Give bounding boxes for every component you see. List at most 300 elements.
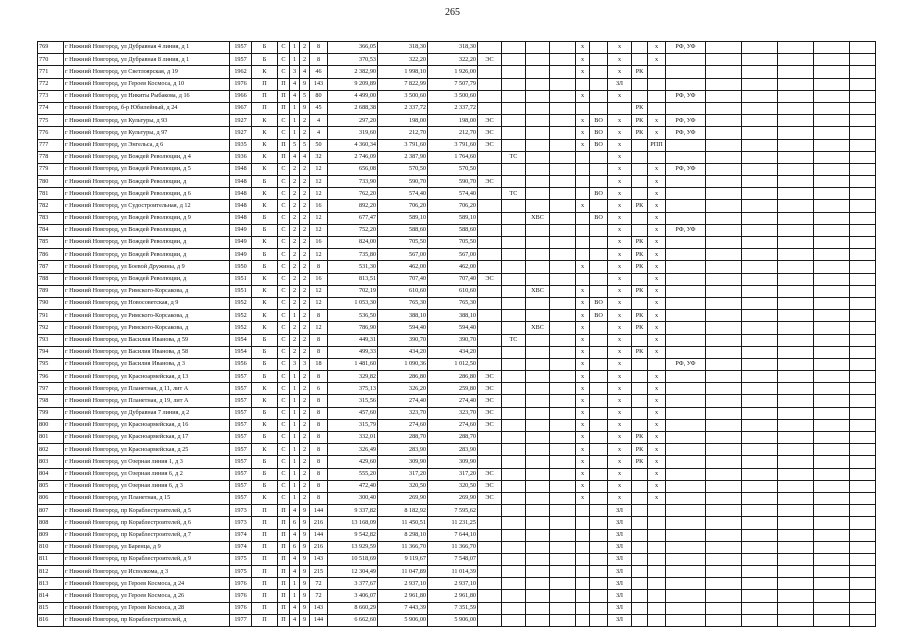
table-cell [576, 541, 590, 553]
table-cell [850, 529, 876, 541]
table-cell [632, 517, 648, 529]
table-cell [648, 66, 666, 78]
table-cell: 1957 [230, 444, 252, 456]
table-cell [590, 517, 608, 529]
table-cell: 810 [38, 541, 64, 553]
table-cell [778, 529, 814, 541]
table-cell [814, 78, 850, 90]
table-cell [814, 517, 850, 529]
table-cell: 9 [300, 102, 310, 114]
table-cell [778, 285, 814, 297]
table-cell [550, 151, 576, 163]
table-cell [850, 176, 876, 188]
table-cell [706, 102, 742, 114]
table-cell: П [278, 139, 290, 151]
table-cell [742, 285, 778, 297]
table-cell [526, 468, 550, 480]
table-cell: Б [252, 456, 278, 468]
table-cell: x [648, 212, 666, 224]
table-cell: 794 [38, 346, 64, 358]
table-cell [706, 529, 742, 541]
table-cell [632, 541, 648, 553]
table-cell: 16 [310, 273, 328, 285]
table-cell [742, 578, 778, 590]
table-cell: Б [252, 480, 278, 492]
table-cell [850, 212, 876, 224]
table-cell: 1957 [230, 383, 252, 395]
table-cell: 785 [38, 237, 64, 249]
table-cell: Б [252, 249, 278, 261]
table-cell: 72 [310, 578, 328, 590]
table-cell [706, 273, 742, 285]
table-cell [742, 371, 778, 383]
table-cell: 2 [290, 322, 300, 334]
table-cell [666, 590, 706, 602]
table-cell [478, 249, 502, 261]
table-cell [850, 115, 876, 127]
table-cell: x [648, 249, 666, 261]
table-cell: 1948 [230, 200, 252, 212]
table-cell [742, 78, 778, 90]
table-cell: 274,40 [428, 395, 478, 407]
table-cell: П [278, 566, 290, 578]
table-cell [590, 529, 608, 541]
table-cell [850, 90, 876, 102]
table-cell [502, 383, 526, 395]
table-cell: г Нижний Новгород, ул Красноармейская, д 17 [64, 432, 230, 444]
table-cell [706, 249, 742, 261]
table-cell: 574,40 [378, 188, 428, 200]
table-cell: x [576, 285, 590, 297]
table-cell [706, 188, 742, 200]
table-cell [742, 66, 778, 78]
table-cell: г Нижний Новгород, ул Римского-Корсакова, д [64, 285, 230, 297]
table-cell [478, 456, 502, 468]
table-cell [478, 42, 502, 54]
table-cell [778, 432, 814, 444]
table-cell: С [278, 200, 290, 212]
table-cell: К [252, 322, 278, 334]
table-cell: г Нижний Новгород, ул Озерная линия 6, д 3 [64, 480, 230, 492]
table-cell: 80 [310, 90, 328, 102]
table-cell: К [252, 151, 278, 163]
table-cell: 319,60 [328, 127, 378, 139]
table-cell: 702,19 [328, 285, 378, 297]
table-cell: г Нижний Новгород, пр Кораблестроителей, д 6 [64, 517, 230, 529]
table-cell [850, 419, 876, 431]
table-cell [814, 273, 850, 285]
table-cell: 1957 [230, 371, 252, 383]
table-cell: 5 906,00 [378, 614, 428, 626]
table-cell: x [648, 127, 666, 139]
table-cell [778, 249, 814, 261]
table-row [38, 383, 876, 395]
table-cell: Б [252, 42, 278, 54]
table-cell: г Нижний Новгород, ул Героев Космоса, д 10 [64, 78, 230, 90]
table-cell [778, 261, 814, 273]
table-cell: 813 [38, 578, 64, 590]
table-cell [648, 553, 666, 565]
table-cell: С [278, 66, 290, 78]
table-cell: 588,60 [428, 224, 478, 236]
table-cell: 8 660,29 [328, 602, 378, 614]
table-cell: 2 688,38 [328, 102, 378, 114]
table-cell: 781 [38, 188, 64, 200]
table-cell: 2 [290, 163, 300, 175]
table-cell [814, 371, 850, 383]
table-cell [526, 151, 550, 163]
table-cell: 144 [310, 614, 328, 626]
table-cell: 144 [310, 529, 328, 541]
table-cell [850, 346, 876, 358]
table-cell [706, 334, 742, 346]
table-cell: 9 [300, 78, 310, 90]
table-cell [706, 614, 742, 626]
table-cell: 212,70 [378, 127, 428, 139]
table-cell: 16 [310, 237, 328, 249]
table-cell [666, 66, 706, 78]
table-cell: 567,00 [378, 249, 428, 261]
table-cell: x [608, 176, 632, 188]
table-cell [526, 273, 550, 285]
table-cell [590, 505, 608, 517]
table-cell: 11 366,70 [378, 541, 428, 553]
table-cell [814, 322, 850, 334]
table-cell: С [278, 322, 290, 334]
table-cell: П [252, 614, 278, 626]
table-cell: 594,40 [428, 322, 478, 334]
table-cell [706, 42, 742, 54]
table-cell [778, 151, 814, 163]
table-cell [778, 578, 814, 590]
table-cell [742, 115, 778, 127]
table-cell: ЗЛ [608, 566, 632, 578]
table-cell: 815 [38, 602, 64, 614]
table-cell: 4 [290, 602, 300, 614]
table-cell: 1967 [230, 102, 252, 114]
table-cell: 5 906,00 [428, 614, 478, 626]
table-cell: ВО [590, 115, 608, 127]
table-cell [502, 566, 526, 578]
table-cell: 1956 [230, 358, 252, 370]
table-cell: 2 [300, 322, 310, 334]
table-cell [502, 249, 526, 261]
table-cell [632, 334, 648, 346]
table-cell: ЭС [478, 139, 502, 151]
table-cell: П [278, 517, 290, 529]
table-cell: 1 926,00 [428, 66, 478, 78]
table-cell [742, 517, 778, 529]
table-cell [666, 480, 706, 492]
table-cell: 8 [310, 334, 328, 346]
table-cell [478, 163, 502, 175]
table-cell [666, 285, 706, 297]
table-cell: г Нижний Новгород, ул Боевой Дружины, д 9 [64, 261, 230, 273]
table-cell: x [576, 480, 590, 492]
table-cell [550, 541, 576, 553]
table-cell [502, 127, 526, 139]
table-cell [550, 578, 576, 590]
table-cell [526, 529, 550, 541]
table-cell [526, 371, 550, 383]
table-cell: 8 [310, 371, 328, 383]
table-cell [526, 395, 550, 407]
table-cell: 1948 [230, 188, 252, 200]
table-cell: x [648, 224, 666, 236]
table-cell: x [648, 163, 666, 175]
table-cell: x [608, 273, 632, 285]
table-cell [590, 432, 608, 444]
table-cell: 4 499,00 [328, 90, 378, 102]
table-cell [502, 176, 526, 188]
table-row [38, 102, 876, 114]
table-cell [648, 517, 666, 529]
table-cell [550, 212, 576, 224]
table-cell: 283,90 [428, 444, 478, 456]
table-cell: 1 [290, 407, 300, 419]
table-cell [550, 102, 576, 114]
table-cell: 216 [310, 541, 328, 553]
table-cell [526, 346, 550, 358]
table-cell [590, 541, 608, 553]
table-cell [478, 553, 502, 565]
table-cell: x [648, 115, 666, 127]
table-cell [526, 432, 550, 444]
table-cell [526, 505, 550, 517]
table-cell: РФ, УФ [666, 115, 706, 127]
table-cell [814, 151, 850, 163]
table-cell: x [576, 42, 590, 54]
table-cell [814, 224, 850, 236]
table-cell: РФ, УФ [666, 90, 706, 102]
table-cell: 776 [38, 127, 64, 139]
table-cell: ЭС [478, 383, 502, 395]
table-cell [590, 358, 608, 370]
table-cell [742, 102, 778, 114]
table-cell: 9 542,82 [328, 529, 378, 541]
table-cell: 9 [300, 529, 310, 541]
table-cell: 2 [290, 261, 300, 273]
table-cell [706, 54, 742, 66]
table-cell [502, 42, 526, 54]
table-cell: 775 [38, 115, 64, 127]
table-cell [742, 163, 778, 175]
table-cell [576, 517, 590, 529]
table-cell: 2 337,72 [428, 102, 478, 114]
table-cell: x [608, 297, 632, 309]
table-cell [666, 322, 706, 334]
table-cell [502, 553, 526, 565]
table-cell: 2 [290, 237, 300, 249]
table-cell: ЭС [478, 480, 502, 492]
table-cell: П [252, 505, 278, 517]
table-cell: П [252, 78, 278, 90]
table-cell [632, 176, 648, 188]
table-cell: С [278, 395, 290, 407]
table-cell [706, 310, 742, 322]
table-cell: г Нижний Новгород, ул Баренца, д 9 [64, 541, 230, 553]
table-cell [478, 432, 502, 444]
table-cell: ЗЛ [608, 578, 632, 590]
table-cell [666, 553, 706, 565]
table-cell: 824,00 [328, 237, 378, 249]
table-cell: x [576, 115, 590, 127]
table-cell: 3 500,60 [378, 90, 428, 102]
table-cell: 2 387,90 [378, 151, 428, 163]
table-cell [590, 237, 608, 249]
table-cell [502, 517, 526, 529]
table-cell [502, 322, 526, 334]
table-cell: 8 [310, 480, 328, 492]
table-cell [550, 90, 576, 102]
table-cell: 388,10 [378, 310, 428, 322]
table-cell: 1 481,60 [328, 358, 378, 370]
table-cell [778, 602, 814, 614]
table-row [38, 432, 876, 444]
table-cell: 9 [300, 553, 310, 565]
table-cell [742, 334, 778, 346]
table-cell [590, 346, 608, 358]
table-cell: 8 182,92 [378, 505, 428, 517]
table-cell: 2 [300, 261, 310, 273]
table-cell [632, 212, 648, 224]
table-cell: x [608, 456, 632, 468]
table-cell [666, 151, 706, 163]
table-row [38, 358, 876, 370]
table-cell: 2 [300, 273, 310, 285]
table-cell: Б [252, 358, 278, 370]
table-cell: 782 [38, 200, 64, 212]
table-cell [814, 249, 850, 261]
table-cell [526, 200, 550, 212]
table-cell [550, 163, 576, 175]
table-cell [706, 383, 742, 395]
table-cell [502, 102, 526, 114]
table-cell: 706,20 [378, 200, 428, 212]
table-cell [632, 468, 648, 480]
table-cell [706, 432, 742, 444]
table-cell: 212,70 [428, 127, 478, 139]
table-cell [632, 273, 648, 285]
table-cell: 12 [310, 163, 328, 175]
table-cell [666, 200, 706, 212]
table-cell [502, 212, 526, 224]
table-row [38, 310, 876, 322]
table-cell: x [576, 456, 590, 468]
table-cell: 705,50 [428, 237, 478, 249]
table-cell [502, 492, 526, 504]
table-cell [502, 297, 526, 309]
table-cell: 1957 [230, 54, 252, 66]
table-cell: Б [252, 468, 278, 480]
table-cell [632, 188, 648, 200]
table-cell: x [576, 358, 590, 370]
table-cell: 2 [300, 54, 310, 66]
table-cell [666, 566, 706, 578]
table-cell: 8 [310, 456, 328, 468]
table-cell: г Нижний Новгород, ул Озерная линия 1, д 3 [64, 456, 230, 468]
table-cell: 1 [290, 456, 300, 468]
table-cell: ЗЛ [608, 505, 632, 517]
table-cell: 259,80 [428, 383, 478, 395]
table-cell: 457,60 [328, 407, 378, 419]
table-cell: ЭС [478, 419, 502, 431]
table-cell: 366,05 [328, 42, 378, 54]
table-cell [666, 273, 706, 285]
table-cell: 462,00 [378, 261, 428, 273]
table-cell [526, 176, 550, 188]
table-cell: 3 377,67 [328, 578, 378, 590]
table-cell: г Нижний Новгород, б-р Юбилейный, д 24 [64, 102, 230, 114]
table-cell: x [648, 432, 666, 444]
table-cell: x [608, 127, 632, 139]
table-cell: 1976 [230, 602, 252, 614]
table-cell: 4 [290, 614, 300, 626]
table-cell [632, 297, 648, 309]
table-cell: ВО [590, 139, 608, 151]
table-cell [590, 444, 608, 456]
table-cell [706, 151, 742, 163]
table-cell [550, 261, 576, 273]
table-cell [778, 541, 814, 553]
table-cell [742, 249, 778, 261]
table-cell: 12 [310, 297, 328, 309]
table-cell: С [278, 42, 290, 54]
table-cell: 590,70 [378, 176, 428, 188]
table-cell [576, 614, 590, 626]
table-cell: К [252, 273, 278, 285]
table-cell: x [608, 432, 632, 444]
table-cell: К [252, 66, 278, 78]
table-cell: x [608, 139, 632, 151]
table-cell: x [608, 468, 632, 480]
table-cell [632, 54, 648, 66]
table-cell [526, 249, 550, 261]
table-cell: РФ, УФ [666, 224, 706, 236]
table-cell: 46 [310, 66, 328, 78]
table-cell [850, 261, 876, 273]
table-cell [590, 468, 608, 480]
table-cell [526, 492, 550, 504]
table-cell [478, 212, 502, 224]
table-cell: 803 [38, 456, 64, 468]
table-cell: П [278, 505, 290, 517]
table-cell: РК [632, 310, 648, 322]
table-cell: 610,60 [378, 285, 428, 297]
table-cell: 786 [38, 249, 64, 261]
table-cell: x [608, 492, 632, 504]
table-cell [666, 212, 706, 224]
table-cell: 323,70 [428, 407, 478, 419]
table-cell: РК [632, 346, 648, 358]
table-cell [526, 261, 550, 273]
table-cell [742, 529, 778, 541]
table-cell [742, 54, 778, 66]
table-cell: С [278, 468, 290, 480]
table-cell: 1975 [230, 553, 252, 565]
table-cell: 144 [310, 505, 328, 517]
table-row [38, 371, 876, 383]
table-cell [850, 371, 876, 383]
table-cell [526, 614, 550, 626]
table-cell [850, 480, 876, 492]
table-cell [648, 541, 666, 553]
table-cell [706, 566, 742, 578]
table-cell [850, 444, 876, 456]
table-cell: 8 [310, 419, 328, 431]
table-cell [850, 200, 876, 212]
table-cell: ВО [590, 310, 608, 322]
